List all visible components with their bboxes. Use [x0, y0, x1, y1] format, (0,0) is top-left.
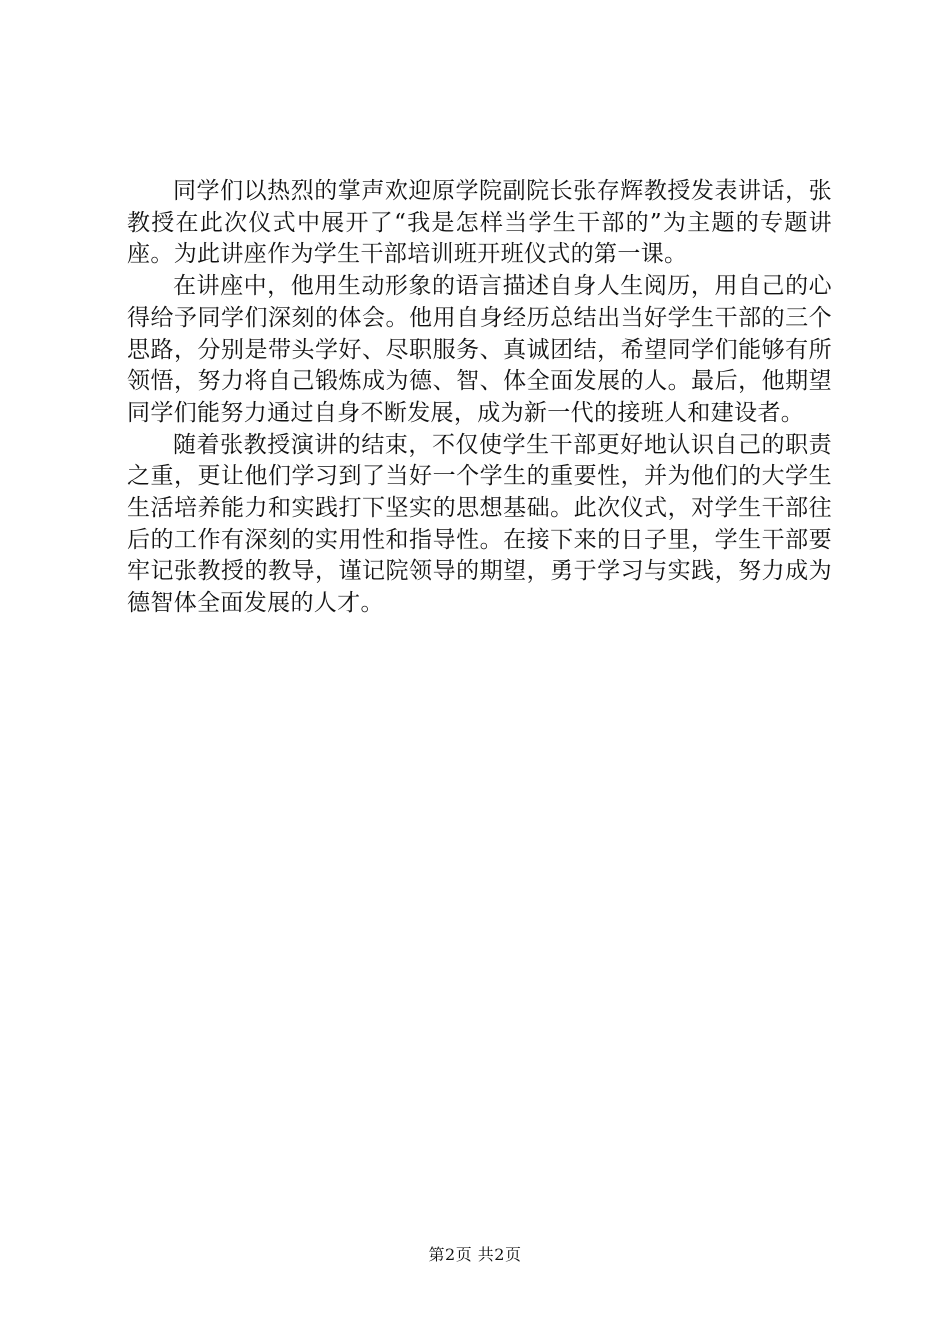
document-body [127, 176, 832, 620]
paragraph-2: 在讲座中，他用生动形象的语言描述自身人生阅历，用自己的心得给予同学们深刻的体会。他用自身经历总结出当好学生干部的三个思路，分别是带头学好、尽职服务、真诚团结，希望同学们能够有所领悟，努力将自己锻炼成为德、智、体全面发展的人。最后，他期望同学们能努力通过自身不断发展，成为新一代的接班人和建设者。 [127, 273, 832, 426]
paragraph-3: 随着张教授演讲的结束，不仅使学生干部更好地认识自己的职责之重，更让他们学习到了当好一个学生的重要性，并为他们的大学生生活培养能力和实践打下坚实的思想基础。此次仪式，对学生干部往后的工作有深刻的实用性和指导性。在接下来的日子里，学生干部要牢记张教授的教导，谨记院领导的期望，勇于学习与实践，努力成为德智体全面发展的人才。 [127, 431, 832, 617]
page-footer [0, 1245, 950, 1265]
page-number-indicator: 第2页 共2页 [428, 1245, 522, 1264]
paragraph-1: 同学们以热烈的掌声欢迎原学院副院长张存辉教授发表讲话，张教授在此次仪式中展开了“我是怎样当学生干部的”为主题的专题讲座。为此讲座作为学生干部培训班开班仪式的第一课。 [127, 178, 832, 268]
